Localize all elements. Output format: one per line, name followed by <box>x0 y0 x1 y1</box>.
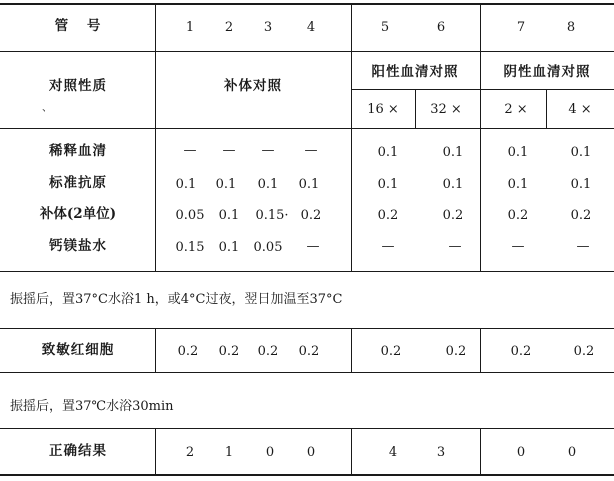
cell-r1-c5: 0.1 <box>377 145 399 160</box>
row-label-calcium-saline: 钙镁盐水 <box>49 238 107 254</box>
row-label-sensitized-rbc: 致敏红细胞 <box>41 342 115 358</box>
cell-r2-c8: 0.1 <box>570 177 592 192</box>
col-divider-subgroup-negative <box>546 89 547 128</box>
col-divider-positive-result <box>480 428 481 474</box>
dilution-32x: 32 × <box>430 102 462 117</box>
cell-r3-c6: 0.2 <box>442 208 464 223</box>
cell-r4-c2: 0.1 <box>218 240 240 255</box>
result-c8: 0 <box>567 445 577 460</box>
cells-top-rule <box>0 328 614 329</box>
rbc-c3: 0.2 <box>257 344 279 359</box>
result-c6: 3 <box>436 445 446 460</box>
col-divider-complement-result <box>351 428 352 474</box>
cell-r1-c4: — <box>304 143 318 158</box>
cell-r2-c4: 0.1 <box>298 177 320 192</box>
result-c7: 0 <box>516 445 526 460</box>
cell-r2-c2: 0.1 <box>215 177 237 192</box>
result-c1: 2 <box>185 445 195 460</box>
col-divider-complement <box>351 3 352 271</box>
control-type-label: 对照性质 <box>49 78 107 94</box>
rbc-c4: 0.2 <box>298 344 320 359</box>
complement-control-header: 补体对照 <box>224 78 282 94</box>
body-top-rule <box>0 128 614 129</box>
header-rule <box>0 51 614 52</box>
col-divider-positive-cells <box>480 328 481 372</box>
tube-number-5: 5 <box>380 20 390 35</box>
tube-number-2: 2 <box>224 20 234 35</box>
row-label-diluted-serum: 稀释血清 <box>49 143 107 159</box>
col-divider-positive <box>480 3 481 271</box>
result-c4: 0 <box>306 445 316 460</box>
col-divider-label <box>155 3 156 271</box>
cell-r2-c3: 0.1 <box>257 177 279 192</box>
tube-number-8: 8 <box>566 20 576 35</box>
col-divider-complement-cells <box>351 328 352 372</box>
result-c2: 1 <box>224 445 234 460</box>
rbc-c2: 0.2 <box>218 344 240 359</box>
tube-number-6: 6 <box>436 20 446 35</box>
cell-r4-c1: 0.15 <box>175 240 205 255</box>
dilution-2x: 2 × <box>504 102 528 117</box>
cell-r2-c7: 0.1 <box>507 177 529 192</box>
cell-r4-c7: — <box>511 239 525 254</box>
cell-r1-c6: 0.1 <box>442 145 464 160</box>
cell-r4-c6: — <box>448 239 462 254</box>
cell-r3-c4: 0.2 <box>300 208 322 223</box>
rbc-c7: 0.2 <box>510 344 532 359</box>
cell-r4-c8: — <box>576 239 590 254</box>
result-c3: 0 <box>265 445 275 460</box>
rbc-c6: 0.2 <box>445 344 467 359</box>
cell-r4-c4: — <box>306 239 320 254</box>
row-label-correct-result: 正确结果 <box>49 443 107 459</box>
cell-r3-c8: 0.2 <box>570 208 592 223</box>
col-divider-label-result <box>155 428 156 474</box>
cell-r1-c1: — <box>183 143 197 158</box>
incubation-note-1: 振摇后，置37°C水浴1 h，或4°C过夜，翌日加温至37°C <box>10 292 343 307</box>
cell-r1-c7: 0.1 <box>507 145 529 160</box>
cell-r2-c5: 0.1 <box>377 177 399 192</box>
rbc-c5: 0.2 <box>380 344 402 359</box>
rbc-c1: 0.2 <box>177 344 199 359</box>
cell-r3-c2: 0.1 <box>218 208 240 223</box>
dilution-4x: 4 × <box>568 102 592 117</box>
cell-r1-c8: 0.1 <box>570 145 592 160</box>
cell-r3-c1: 0.05 <box>175 208 205 223</box>
subgroup-rule <box>351 89 614 90</box>
cell-r2-c1: 0.1 <box>175 177 197 192</box>
cell-r1-c3: — <box>261 143 275 158</box>
stray-mark: 、 <box>42 103 52 114</box>
col-divider-label-cells <box>155 328 156 372</box>
dilution-16x: 16 × <box>367 102 399 117</box>
cell-r3-c3: 0.15· <box>255 208 289 223</box>
cell-r3-c5: 0.2 <box>377 208 399 223</box>
row-label-complement: 补体(2单位) <box>39 206 117 222</box>
tube-number-4: 4 <box>306 20 316 35</box>
result-top-rule <box>0 428 614 429</box>
col-divider-subgroup-positive <box>415 89 416 128</box>
positive-serum-control-header: 阳性血清对照 <box>371 64 459 80</box>
cell-r2-c6: 0.1 <box>442 177 464 192</box>
incubation-note-2: 振摇后，置37℃水浴30min <box>10 399 174 414</box>
tube-number-1: 1 <box>185 20 195 35</box>
cell-r3-c7: 0.2 <box>507 208 529 223</box>
tube-number-3: 3 <box>263 20 273 35</box>
table-top-rule <box>0 3 614 5</box>
result-c5: 4 <box>388 445 398 460</box>
tube-number-7: 7 <box>516 20 526 35</box>
cell-r4-c5: — <box>381 239 395 254</box>
row-label-standard-antigen: 标准抗原 <box>49 175 107 191</box>
tube-number-label: 管 号 <box>54 18 102 34</box>
negative-serum-control-header: 阴性血清对照 <box>503 64 591 80</box>
cell-r4-c3: 0.05 <box>253 240 283 255</box>
table-bottom-rule <box>0 474 614 476</box>
cell-r1-c2: — <box>222 143 236 158</box>
cells-bottom-rule <box>0 372 614 373</box>
body-bottom-rule <box>0 271 614 272</box>
rbc-c8: 0.2 <box>573 344 595 359</box>
